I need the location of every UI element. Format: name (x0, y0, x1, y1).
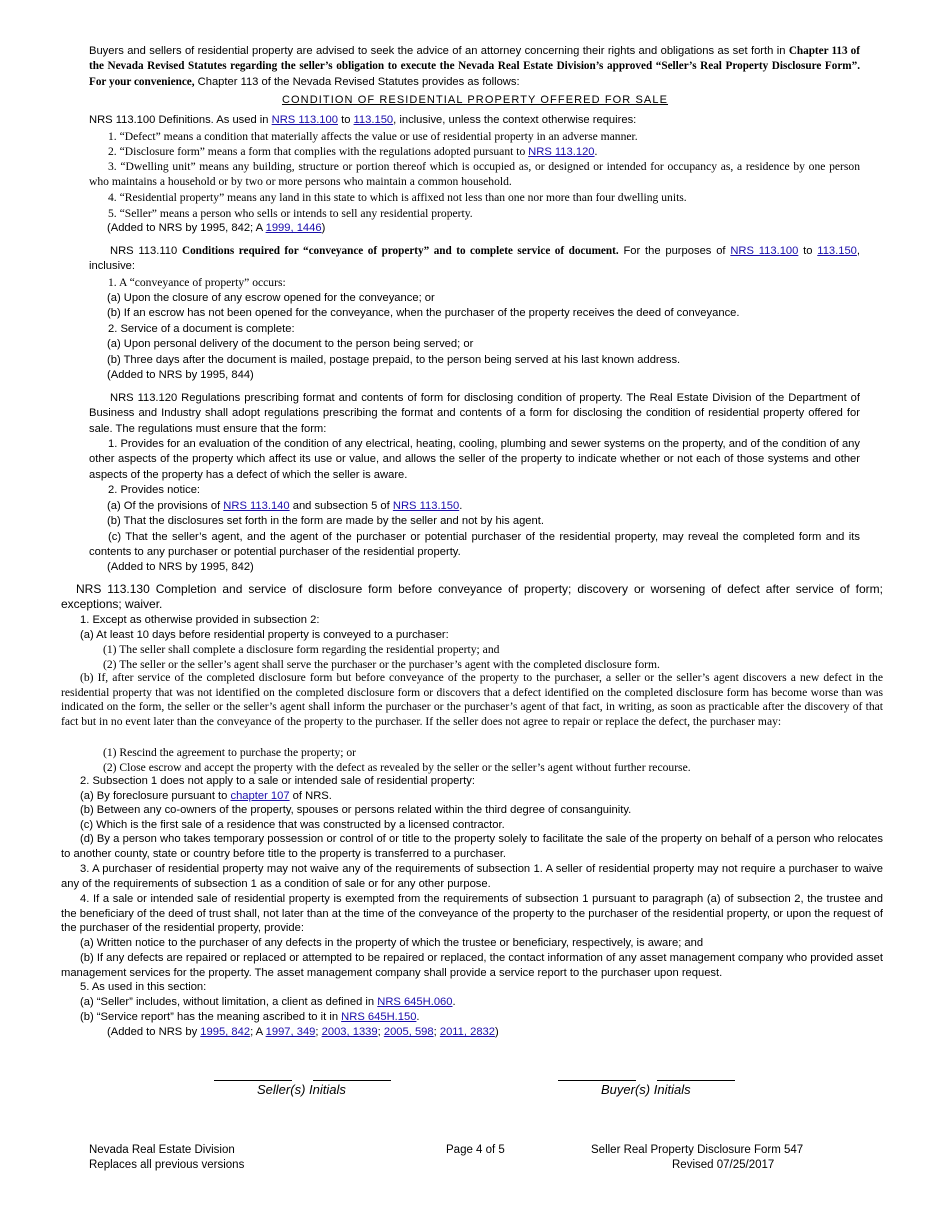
buyer-initials-line-2[interactable] (657, 1080, 735, 1081)
nrs-113-130-item-5b: (b) “Service report” has the meaning ascribed to it in NRS 645H.150. (80, 1011, 420, 1023)
nrs-113-130-item-4a: (a) Written notice to the purchaser of any defects in the property of which the trustee or beneficiary, respectively, is aware; and (80, 937, 704, 949)
nrs-113-130-item-1a1: (1) The seller shall complete a disclosure form regarding the residential property; and (103, 643, 500, 656)
link-nrs-113-120[interactable]: NRS 113.120 (528, 146, 595, 158)
nrs-113-130-item-1a: (a) At least 10 days before residential property is conveyed to a purchaser: (80, 629, 449, 641)
nrs-113-110-history: (Added to NRS by 1995, 844) (107, 369, 254, 381)
nrs-113-110-item-1a: (a) Upon the closure of any escrow opened for the conveyance; or (107, 292, 435, 304)
nrs-113-130-history: (Added to NRS by 1995, 842; A 1997, 349; 2003, 1339; 2005, 598; 2011, 2832) (107, 1026, 499, 1038)
nrs-113-120-heading: NRS 113.120 Regulations prescribing format and contents of form for disclosing condition of property. The Real Estate Division of the Department of Business and Industry shall adopt regulations prescribing the format and contents of a form for disclosing the condition of residential property offered for sale. The regulations must ensure that the form: (89, 392, 860, 435)
nrs-113-130-item-1a2: (2) The seller or the seller’s agent shall serve the purchaser or the purchaser’s agent with the completed disclosure form. (103, 658, 660, 671)
nrs-113-130-item-5a: (a) “Seller” includes, without limitation, a client as defined in NRS 645H.060. (80, 996, 456, 1008)
nrs-113-110-item-2b: (b) Three days after the document is mailed, postage prepaid, to the person being served at his last known address. (107, 354, 681, 366)
nrs-113-130-item-4b: (b) If any defects are repaired or replaced or attempted to be repaired or replaced, the contact information of any asset management company who provided asset management services for the property. The asset management company shall provide a service report to the purchaser upon request. (61, 952, 883, 979)
footer-replaces: Replaces all previous versions (89, 1159, 245, 1171)
nrs-113-110-item-1b: (b) If an escrow has not been opened for the conveyance, when the purchaser of the property receives the deed of conveyance. (107, 307, 740, 319)
page-number: Page 4 of 5 (446, 1144, 505, 1156)
nrs-113-130-item-1b2: (2) Close escrow and accept the property with the defect as revealed by the seller or the seller’s agent without further recourse. (103, 761, 691, 774)
nrs-113-130-item-4: 4. If a sale or intended sale of residential property is exempted from the requirements of subsection 1 pursuant to paragraph (a) of subsection 2, the trustee and the beneficiary of the deed of trust shall, not later than at the time of the conveyance of the property to the purchaser of the residential property, or upon the request of the purchaser of the residential property, provide: (61, 893, 883, 934)
link-nrs-113-140[interactable]: NRS 113.140 (223, 500, 290, 512)
link-1995-842[interactable]: 1995, 842 (200, 1026, 251, 1038)
nrs-113-110-item-1: 1. A “conveyance of property” occurs: (108, 276, 286, 289)
nrs-113-130-item-3: 3. A purchaser of residential property may not waive any of the requirements of subsection 1. A seller of residential property may not require a purchaser to waive any of the requirements of subsection 1 as a condition of sale or for any other purpose. (61, 863, 883, 890)
intro-text-end: Chapter 113 of the Nevada Revised Statutes provides as follows: (194, 75, 520, 88)
buyer-initials-label: Buyer(s) Initials (601, 1082, 691, 1097)
nrs-113-130-item-2c: (c) Which is the first sale of a residence that was constructed by a licensed contractor. (80, 819, 505, 831)
nrs-113-100-history: (Added to NRS by 1995, 842; A 1999, 1446) (107, 222, 326, 234)
nrs-113-130-item-1b1: (1) Rescind the agreement to purchase the property; or (103, 746, 357, 759)
link-2011-2832[interactable]: 2011, 2832 (439, 1026, 496, 1038)
seller-initials-line-2[interactable] (313, 1080, 391, 1081)
link-1999-1446[interactable]: 1999, 1446 (265, 222, 322, 234)
link-113-150-b[interactable]: 113.150 (817, 245, 857, 257)
nrs-113-120-item-2: 2. Provides notice: (108, 484, 201, 496)
nrs-113-130-item-2a: (a) By foreclosure pursuant to chapter 107 of NRS. (80, 790, 332, 802)
footer-division: Nevada Real Estate Division (89, 1144, 235, 1156)
footer-revised: Revised 07/25/2017 (672, 1159, 775, 1171)
nrs-113-120-history: (Added to NRS by 1995, 842) (107, 561, 254, 573)
nrs-113-110-item-2: 2. Service of a document is complete: (108, 323, 295, 335)
nrs-113-120-item-2b: (b) That the disclosures set forth in the form are made by the seller and not by his agent. (107, 515, 544, 527)
seller-initials-line-1[interactable] (214, 1080, 292, 1081)
buyer-initials-line-1[interactable] (558, 1080, 636, 1081)
nrs-113-130-heading: NRS 113.130 Completion and service of disclosure form before conveyance of property; discovery or worsening of defect after service of form; exceptions; waiver. (61, 582, 883, 612)
nrs-113-130-item-5: 5. As used in this section: (80, 981, 207, 993)
definition-residential-property: 4. “Residential property” means any land in this state to which is affixed not less than one nor more than four dwelling units. (108, 191, 687, 204)
link-2003-1339[interactable]: 2003, 1339 (321, 1026, 378, 1038)
link-nrs-645h-060[interactable]: NRS 645H.060 (377, 996, 453, 1008)
nrs-113-130-item-1b: (b) If, after service of the completed disclosure form but before conveyance of the property to the purchaser, a seller or the seller’s agent discovers a new defect in the residential property that was not identified on the completed disclosure form or discovers that a defect identified on the completed disclosure form has become worse than was indicated on the form, the seller or the seller’s agent shall inform the purchaser or the purchaser’s agent of that fact, in writing, as soon as practicable after the discovery of that fact but in no event later than the conveyance of the property to the purchaser. If the seller does not agree to repair or replace the defect, the purchaser may: (61, 671, 883, 728)
link-1997-349[interactable]: 1997, 349 (265, 1026, 316, 1038)
definition-disclosure-form: 2. “Disclosure form” means a form that complies with the regulations adopted pursuant to NRS 113.120. (108, 145, 598, 158)
footer-form-name: Seller Real Property Disclosure Form 547 (591, 1144, 804, 1156)
link-chapter-107[interactable]: chapter 107 (230, 790, 290, 802)
definition-defect: 1. “Defect” means a condition that materially affects the value or use of residential property in an adverse manner. (108, 130, 638, 143)
nrs-113-110-heading: NRS 113.110 Conditions required for “conveyance of property” and to complete service of document. For the purposes of NRS 113.100 to 113.150, inclusive: (89, 245, 861, 273)
nrs-113-100-heading: NRS 113.100 Definitions. As used in NRS 113.100 to 113.150, inclusive, unless the context otherwise requires: (89, 114, 637, 126)
nrs-113-120-item-2c: (c) That the seller’s agent, and the agent of the purchaser or potential purchaser of the residential property, may reveal the completed form and its contents to any purchaser or potential purchaser of the residential property. (89, 531, 860, 559)
intro-bold-text: Chapter 113 of the Nevada Revised Statutes regarding the seller’s obligation to execute the Nevada Real Estate Division’s approved “Seller’s Real Property Disclosure Form”. For your convenience, (89, 45, 860, 88)
nrs-113-130-item-1: 1. Except as otherwise provided in subsection 2: (80, 614, 320, 626)
page-title: CONDITION OF RESIDENTIAL PROPERTY OFFERED FOR SALE (281, 94, 669, 106)
definition-dwelling-unit: 3. “Dwelling unit” means any building, structure or portion thereof which is occupied as, or designed or intended for occupancy as, a residence by one person who maintains a household or by two or more persons who maintain a common household. (89, 160, 860, 189)
intro-text: Buyers and sellers of residential property are advised to seek the advice of an attorney concerning their rights and obligations as set forth in (89, 45, 789, 57)
link-nrs-645h-150[interactable]: NRS 645H.150 (341, 1011, 417, 1023)
nrs-113-130-item-2b: (b) Between any co-owners of the property, spouses or persons related within the third degree of consanguinity. (80, 804, 632, 816)
nrs-113-120-item-1: 1. Provides for an evaluation of the condition of any electrical, heating, cooling, plumbing and sewer systems on the property, and of the condition of any other aspects of the property which affect its use or value, and allows the seller of the property to indicate whether or not each of those systems and other aspects of the property has a defect of which the seller is aware. (89, 438, 860, 481)
nrs-113-110-item-2a: (a) Upon personal delivery of the document to the person being served; or (107, 338, 474, 350)
link-nrs-113-100[interactable]: NRS 113.100 (271, 114, 338, 126)
link-nrs-113-150[interactable]: NRS 113.150 (392, 500, 460, 512)
seller-initials-label: Seller(s) Initials (257, 1082, 346, 1097)
link-nrs-113-100-b[interactable]: NRS 113.100 (730, 245, 799, 257)
link-113-150[interactable]: 113.150 (353, 114, 394, 126)
nrs-113-120-item-2a: (a) Of the provisions of NRS 113.140 and subsection 5 of NRS 113.150. (107, 500, 463, 512)
link-2005-598[interactable]: 2005, 598 (383, 1026, 434, 1038)
nrs-113-130-item-2d: (d) By a person who takes temporary possession or control of or title to the property solely to facilitate the sale of the property on behalf of a person who relocates to another county, state or country before title to the property is transferred to a purchaser. (61, 833, 883, 860)
nrs-113-130-item-2: 2. Subsection 1 does not apply to a sale or intended sale of residential property: (80, 775, 475, 787)
definition-seller: 5. “Seller” means a person who sells or intends to sell any residential property. (108, 207, 473, 220)
intro-paragraph (89, 44, 860, 90)
